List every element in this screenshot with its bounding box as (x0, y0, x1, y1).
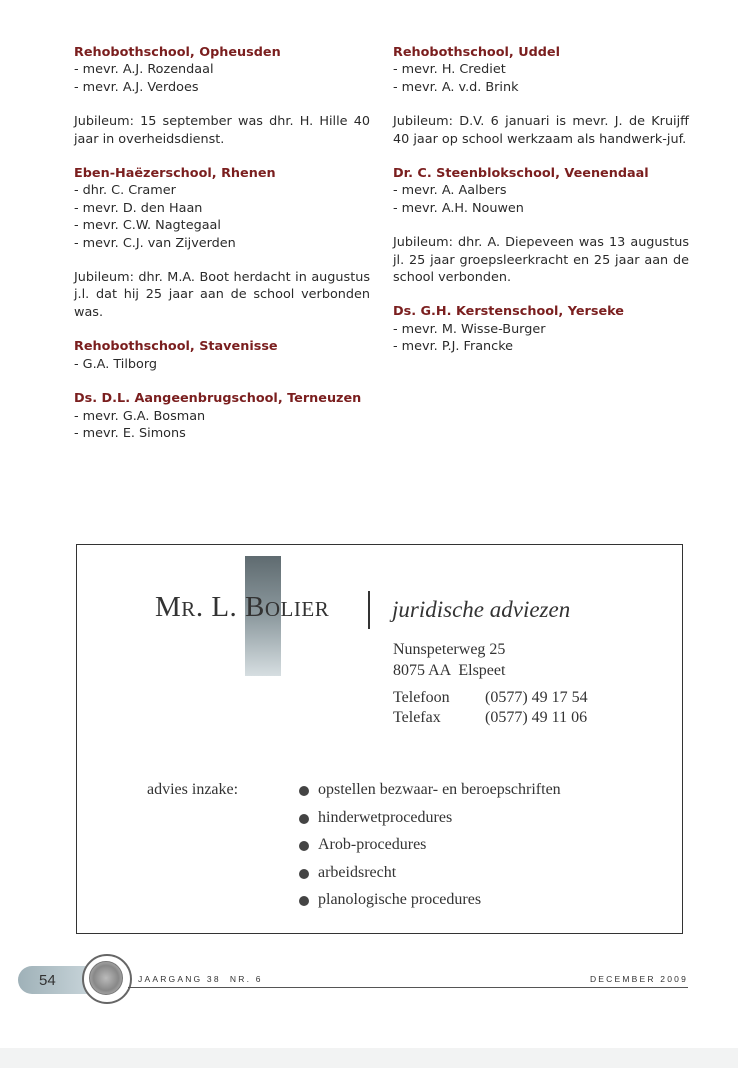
footer-rule (128, 987, 688, 988)
staff-line: - mevr. G.A. Bosman (74, 408, 206, 424)
staff-line: - mevr. A.J. Rozendaal (74, 62, 214, 78)
staff-line: - mevr. C.W. Nagtegaal (74, 218, 221, 234)
firm-name-part: B (245, 591, 265, 623)
school-section (393, 303, 689, 355)
contact-row (393, 708, 588, 728)
contact-row (393, 688, 588, 708)
staff-line: - mevr. C.J. van Zijverden (74, 235, 236, 251)
school-heading: Dr. C. Steenblokschool, Veenendaal (393, 166, 649, 182)
list-item (299, 781, 561, 809)
firm-name-part: OLIER (264, 597, 330, 621)
tagline: juridische adviezen (392, 597, 571, 622)
service-label: arbeidsrecht (318, 863, 397, 881)
right-column (393, 44, 689, 373)
school-section (74, 390, 370, 442)
school-section (393, 165, 689, 217)
staff-line: - mevr. A.J. Verdoes (74, 79, 199, 95)
service-label: opstellen bezwaar- en beroepschriften (318, 781, 561, 798)
staff-line: - mevr. H. Crediet (393, 62, 506, 78)
divider (368, 591, 370, 629)
school-section (74, 44, 370, 96)
left-column (74, 44, 370, 459)
volume-issue: JAARGANG 38 NR. 6 (138, 974, 263, 984)
contact-label: Telefax (393, 709, 441, 726)
bullet-icon (299, 896, 309, 906)
school-heading: Eben-Haëzerschool, Rhenen (74, 166, 276, 182)
firm-name-part: R (181, 597, 196, 621)
contact-label: Telefoon (393, 689, 450, 706)
school-heading: Rehobothschool, Stavenisse (74, 339, 278, 355)
school-section (74, 165, 370, 252)
school-heading: Ds. D.L. Aangeenbrugschool, Terneuzen (74, 391, 362, 407)
seal-inner (89, 961, 123, 995)
school-section (74, 338, 370, 373)
issue-date: DECEMBER 2009 (589, 974, 688, 984)
contact-info (393, 688, 588, 728)
jubilee-paragraph: Jubileum: dhr. M.A. Boot herdacht in augustus j.l. dat hij 25 jaar aan de school verbonden was. (74, 270, 370, 320)
seal-icon (82, 954, 132, 1004)
service-label: hinderwetprocedures (318, 808, 453, 826)
staff-line: - mevr. A. Aalbers (393, 183, 507, 199)
staff-line: - dhr. C. Cramer (74, 183, 176, 199)
firm-name-part: . L. (195, 591, 246, 623)
school-heading: Rehobothschool, Opheusden (74, 45, 281, 60)
jubilee-paragraph: Jubileum: D.V. 6 januari is mevr. J. de Kruijff 40 jaar op school werkzaam als handwerk-juf. (393, 114, 689, 147)
firm-name-part: M (155, 591, 182, 623)
staff-line: - mevr. E. Simons (74, 425, 186, 441)
service-label: Arob-procedures (318, 836, 427, 853)
bullet-icon (299, 869, 309, 879)
address (393, 639, 505, 681)
service-label: planologische procedures (318, 891, 482, 908)
firm-name (155, 591, 329, 624)
scan-edge (0, 1048, 738, 1068)
contact-value: (0577) 49 17 54 (485, 689, 588, 706)
advertisement-box (76, 544, 683, 934)
page-number: 54 (39, 972, 56, 989)
staff-line: - mevr. M. Wisse-Burger (393, 321, 546, 337)
jubilee-paragraph: Jubileum: 15 september was dhr. H. Hille 40 jaar in overheidsdienst. (74, 114, 370, 147)
list-item (299, 864, 561, 892)
bullet-icon (299, 841, 309, 851)
staff-line: - mevr. A. v.d. Brink (393, 79, 519, 95)
staff-line: - mevr. A.H. Nouwen (393, 200, 524, 216)
list-item (299, 891, 561, 919)
bullet-icon (299, 814, 309, 824)
advies-label: advies inzake: (147, 781, 239, 798)
list-item (299, 836, 561, 864)
bullet-icon (299, 786, 309, 796)
contact-value: (0577) 49 11 06 (485, 709, 588, 726)
school-heading: Ds. G.H. Kerstenschool, Yerseke (393, 304, 624, 320)
address-line: Nunspeterweg 25 (393, 641, 506, 658)
staff-line: - mevr. P.J. Francke (393, 339, 514, 355)
services-list (299, 781, 561, 919)
jubilee-paragraph: Jubileum: dhr. A. Diepeveen was 13 augustus jl. 25 jaar groepsleerkracht en 25 jaar aan de school verbonden. (393, 235, 689, 286)
school-heading: Rehobothschool, Uddel (393, 45, 560, 60)
staff-line: - mevr. D. den Haan (74, 200, 203, 216)
staff-line: - G.A. Tilborg (74, 356, 157, 372)
list-item (299, 809, 561, 837)
address-line: 8075 AA Elspeet (393, 662, 506, 679)
school-section (393, 44, 689, 96)
